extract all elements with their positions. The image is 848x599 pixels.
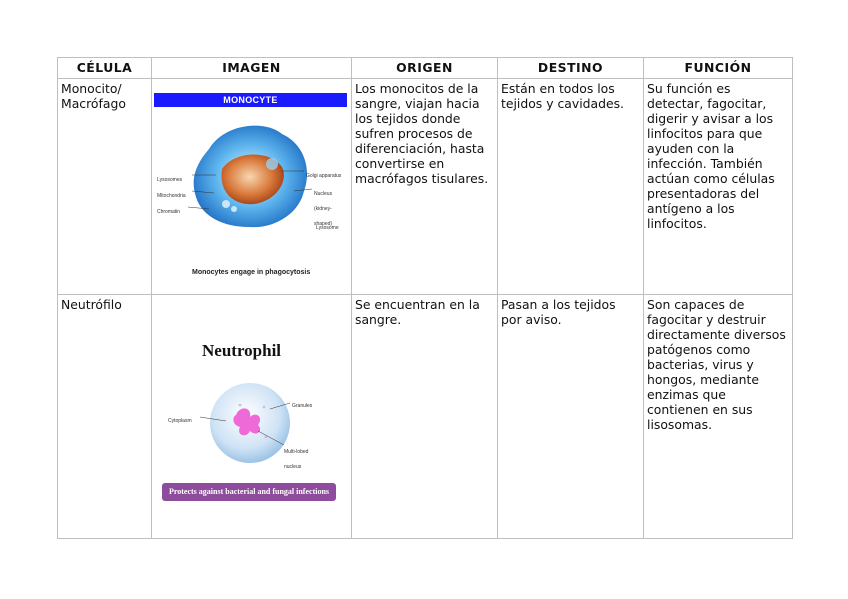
header-image: IMAGEN — [152, 58, 352, 79]
table-row — [58, 295, 793, 539]
label-nucleus: Multi-lobed nucleus — [284, 449, 309, 470]
monocyte-caption: Monocytes engage in phagocytosis — [192, 269, 311, 276]
label-cytoplasm: Cytoplasm — [168, 418, 192, 424]
neutrophil-figure — [160, 335, 340, 510]
destination-text: Están en todos los tejidos y cavidades. — [498, 79, 644, 295]
monocyte-illustration — [154, 109, 347, 259]
label-mitochondria: Mitochondria — [157, 193, 186, 199]
label-lysosome: Lysosome — [316, 225, 339, 231]
cell-table — [57, 57, 793, 539]
origin-text: Se encuentran en la sangre. — [352, 295, 498, 539]
monocyte-figure — [154, 93, 347, 283]
function-text: Su función es detectar, fagocitar, digerir y avisar a los linfocitos para que ayuden con la infección. También actúan como células presentadoras del antígeno a los linfocitos. — [644, 79, 793, 295]
label-chromatin: Chromatin — [157, 209, 181, 215]
destination-text: Pasan a los tejidos por aviso. — [498, 295, 644, 539]
label-lysosomes: Lysosomes — [157, 177, 183, 183]
table-row — [58, 79, 793, 295]
header-cell: CÉLULA — [58, 58, 152, 79]
cell-name: Monocito/ Macrófago — [58, 79, 152, 295]
cell-name: Neutrófilo — [58, 295, 152, 539]
monocyte-image-cell — [152, 79, 352, 295]
header-row — [58, 58, 793, 79]
label-granules: Granules — [292, 403, 313, 409]
label-golgi: Golgi apparatus — [306, 173, 342, 179]
origin-text: Los monocitos de la sangre, viajan hacia los tejidos donde sufren procesos de diferenciación, hasta convertirse en macrófagos tisulares. — [352, 79, 498, 295]
header-function: FUNCIÓN — [644, 58, 793, 79]
label-nucleus: Nucleus (kidney-shaped) — [314, 191, 333, 227]
neutrophil-title: Neutrophil — [202, 341, 282, 360]
monocyte-banner: MONOCYTE — [154, 93, 347, 107]
neutrophil-banner: Protects against bacterial and fungal infections — [162, 483, 336, 501]
header-origin: ORIGEN — [352, 58, 498, 79]
header-destination: DESTINO — [498, 58, 644, 79]
neutrophil-image-cell — [152, 295, 352, 539]
function-text: Son capaces de fagocitar y destruir directamente diversos patógenos como bacterias, virus y hongos, mediante enzimas que contienen en sus lisosomas. — [644, 295, 793, 539]
